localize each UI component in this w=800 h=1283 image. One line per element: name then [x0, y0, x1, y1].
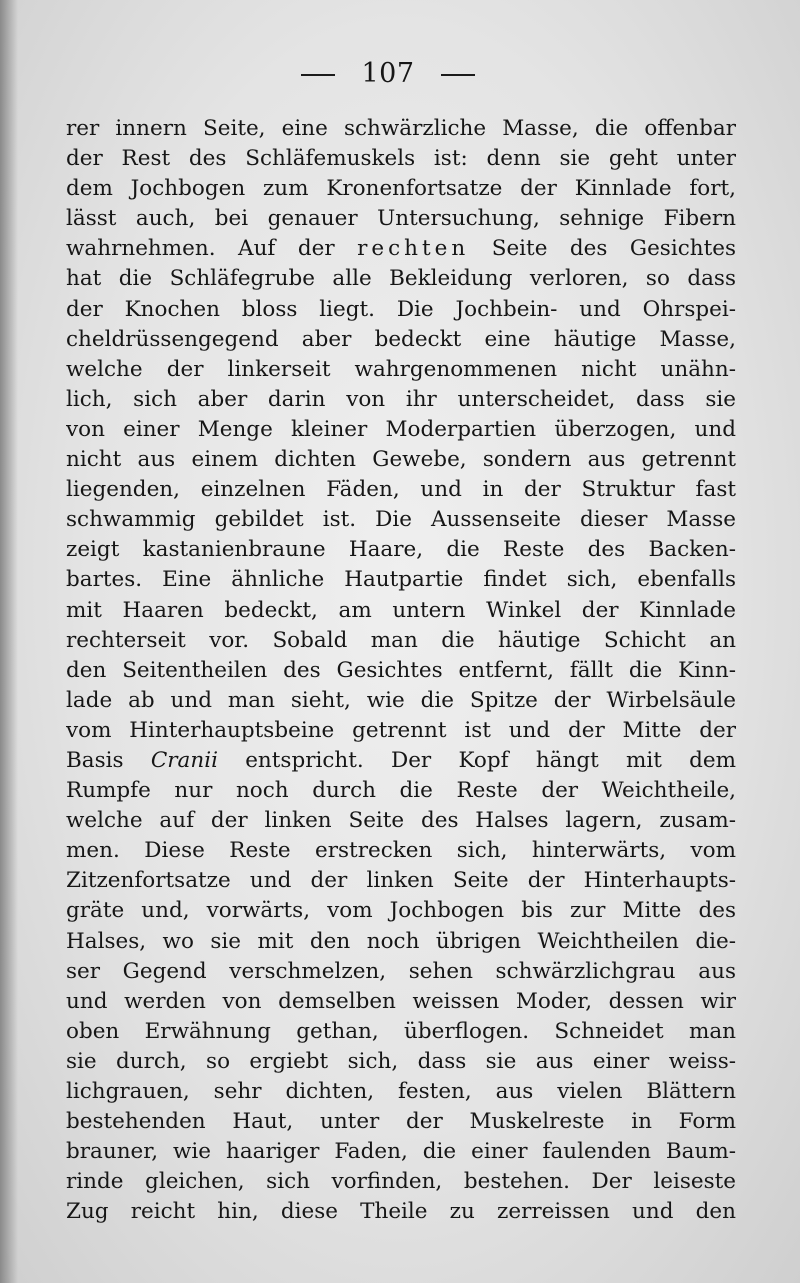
text-line: und werden von demselben weissen Moder, dessen wir: [66, 988, 736, 1014]
text-line: mit Haaren bedeckt, am untern Winkel der Kinnlade: [66, 597, 736, 623]
text-line: rinde gleichen, sich vorfinden, bestehen. Der leiseste: [66, 1169, 736, 1195]
text-line: brauner, wie haariger Faden, die einer faulenden Baum-: [66, 1139, 736, 1165]
text-line: ser Gegend verschmelzen, sehen schwärzlichgrau aus: [66, 958, 736, 984]
text-line: sie durch, so ergiebt sich, dass sie aus einer weiss-: [66, 1048, 736, 1074]
text-line: schwammig gebildet ist. Die Aussenseite dieser Masse: [66, 507, 736, 533]
page-header: [0, 54, 788, 94]
text-line: den Seitentheilen des Gesichtes entfernt, fällt die Kinn-: [66, 657, 736, 683]
text-line: Halses, wo sie mit den noch übrigen Weichtheilen die-: [66, 928, 736, 954]
header-dash-right: [441, 74, 475, 76]
text-line: gräte und, vorwärts, vom Jochbogen bis zur Mitte des: [66, 898, 736, 924]
text-line: rechterseit vor. Sobald man die häutige Schicht an: [66, 627, 736, 653]
emphasized-word: rechten: [357, 236, 470, 262]
text-run: Seite des Gesichtes: [469, 236, 736, 262]
text-line: welche auf der linken Seite des Halses lagern, zusam-: [66, 808, 736, 834]
italic-term: Cranii: [150, 747, 218, 773]
text-run: entspricht. Der Kopf hängt mit dem: [217, 747, 736, 773]
page-number: 107: [361, 58, 415, 89]
text-line: lichgrauen, sehr dichten, festen, aus vielen Blättern: [66, 1079, 736, 1104]
text-line: liegenden, einzelnen Fäden, und in der Struktur fast: [66, 477, 736, 503]
text-line: rer innern Seite, eine schwärzliche Masse, die offenbar: [66, 116, 736, 141]
text-line: der Rest des Schläfemuskels ist: denn sie geht unter: [66, 146, 736, 172]
text-line: hat die Schläfegrube alle Bekleidung verloren, so dass: [66, 266, 736, 292]
body-text: [66, 114, 736, 1227]
text-line: Zug reicht hin, diese Theile zu zerreissen und den: [66, 1199, 736, 1225]
text-line: Zitzenfortsatze und der linken Seite der Hinterhaupts-: [66, 868, 736, 894]
text-line: nicht aus einem dichten Gewebe, sondern aus getrennt: [66, 447, 736, 473]
text-line: der Knochen bloss liegt. Die Jochbein- und Ohrspei-: [66, 296, 736, 322]
text-line: zeigt kastanienbraune Haare, die Reste des Backen-: [66, 537, 736, 563]
text-line: von einer Menge kleiner Moderpartien überzogen, und: [66, 416, 736, 442]
text-line: lässt auch, bei genauer Untersuchung, sehnige Fibern: [66, 206, 736, 232]
text-run: wahrnehmen. Auf der: [66, 236, 358, 262]
text-line: [66, 746, 736, 776]
text-line: lade ab und man sieht, wie die Spitze der Wirbelsäule: [66, 687, 736, 713]
text-line: bartes. Eine ähnliche Hautpartie findet sich, ebenfalls: [66, 567, 736, 593]
text-line: vom Hinterhauptsbeine getrennt ist und der Mitte der: [66, 717, 736, 743]
text-line: welche der linkerseit wahrgenommenen nicht unähn-: [66, 356, 736, 382]
text-line: [66, 234, 736, 264]
text-line: cheldrüssengegend aber bedeckt eine häutige Masse,: [66, 326, 736, 352]
text-line: oben Erwähnung gethan, überflogen. Schneidet man: [66, 1018, 736, 1044]
text-line: Rumpfe nur noch durch die Reste der Weichtheile,: [66, 778, 736, 804]
text-line: bestehenden Haut, unter der Muskelreste in Form: [66, 1109, 736, 1135]
text-line: dem Jochbogen zum Kronenfortsatze der Kinnlade fort,: [66, 176, 736, 202]
text-run: Basis: [66, 747, 151, 773]
header-dash-left: [301, 74, 335, 76]
text-line: lich, sich aber darin von ihr unterscheidet, dass sie: [66, 386, 736, 412]
text-line: men. Diese Reste erstrecken sich, hinterwärts, vom: [66, 838, 736, 864]
